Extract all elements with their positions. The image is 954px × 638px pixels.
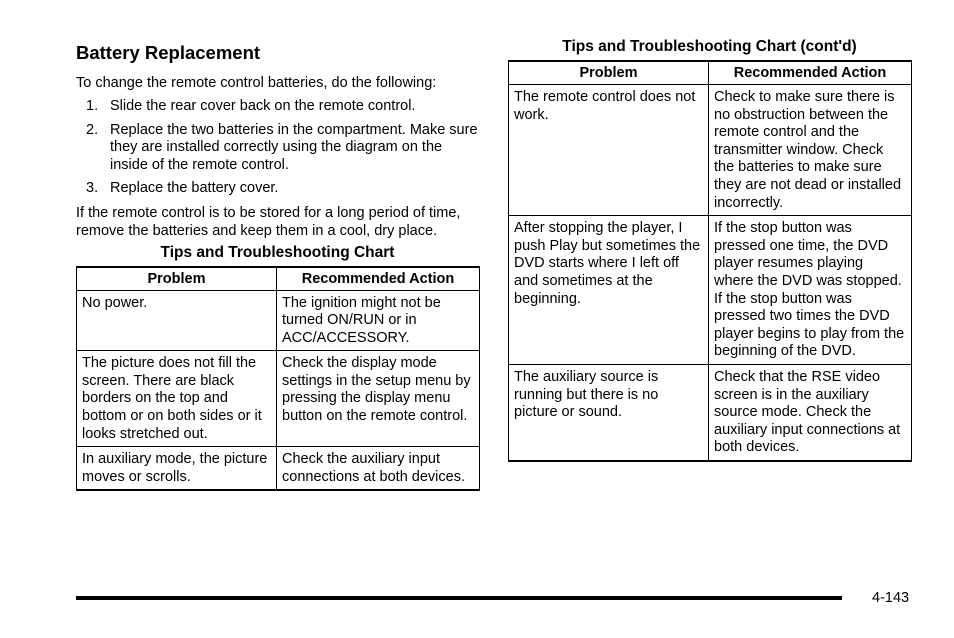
action-cell: Check to make sure there is no obstruction between the remote control and the transmitter window. Check the batteries to make sure they are not dead or installed incorrectly. bbox=[709, 85, 912, 216]
step-text: Slide the rear cover back on the remote control. bbox=[110, 98, 416, 114]
column-header-problem: Problem bbox=[509, 61, 709, 85]
action-cell: Check that the RSE video screen is in the auxiliary source mode. Check the auxiliary input connections at both devices. bbox=[709, 364, 912, 460]
problem-cell: The picture does not fill the screen. There are black borders on the top and bottom or on both sides or it looks stretched out. bbox=[77, 351, 277, 447]
steps-list bbox=[76, 98, 479, 198]
right-column bbox=[508, 38, 911, 462]
step-number: 3. bbox=[86, 180, 99, 196]
step-number: 2. bbox=[86, 121, 99, 138]
table-row bbox=[77, 290, 480, 351]
problem-cell: After stopping the player, I push Play but sometimes the DVD starts where I left off and sometimes at the beginning. bbox=[509, 216, 709, 365]
list-item bbox=[76, 122, 479, 175]
problem-cell: The auxiliary source is running but there is no picture or sound. bbox=[509, 364, 709, 460]
table-header-row bbox=[509, 61, 912, 85]
table-row bbox=[77, 351, 480, 447]
action-cell: Check the auxiliary input connections at both devices. bbox=[277, 447, 480, 491]
left-column bbox=[76, 42, 479, 491]
troubleshooting-table bbox=[76, 266, 480, 492]
step-text: Replace the two batteries in the compartment. Make sure they are installed correctly using the diagram on the inside of the remote control. bbox=[110, 121, 478, 173]
table-row bbox=[509, 364, 912, 460]
column-header-problem: Problem bbox=[77, 267, 277, 291]
list-item bbox=[76, 98, 479, 116]
table-row bbox=[509, 85, 912, 216]
action-cell: If the stop button was pressed one time, the DVD player resumes playing where the DVD was stopped. If the stop button was pressed two times the DVD player begins to play from the beginning of the DVD. bbox=[709, 216, 912, 365]
step-number: 1. bbox=[86, 98, 99, 114]
column-header-action: Recommended Action bbox=[277, 267, 480, 291]
problem-cell: In auxiliary mode, the picture moves or scrolls. bbox=[77, 447, 277, 491]
table-row bbox=[509, 216, 912, 365]
problem-cell: The remote control does not work. bbox=[509, 85, 709, 216]
table-row bbox=[77, 447, 480, 491]
action-cell: The ignition might not be turned ON/RUN or in ACC/ACCESSORY. bbox=[277, 290, 480, 351]
problem-cell: No power. bbox=[77, 290, 277, 351]
intro-paragraph: To change the remote control batteries, do the following: bbox=[76, 75, 437, 91]
troubleshooting-table-continued bbox=[508, 60, 912, 462]
table-title: Tips and Troubleshooting Chart bbox=[160, 243, 395, 261]
list-item bbox=[76, 180, 479, 198]
page-number: 4-143 bbox=[872, 590, 910, 606]
table-title: Tips and Troubleshooting Chart (cont'd) bbox=[562, 38, 857, 55]
section-heading: Battery Replacement bbox=[76, 42, 261, 63]
table-header-row bbox=[77, 267, 480, 291]
step-text: Replace the battery cover. bbox=[110, 180, 279, 196]
footer-rule bbox=[76, 596, 842, 600]
storage-paragraph: If the remote control is to be stored for a long period of time, remove the batteries and keep them in a cool, dry place. bbox=[76, 204, 461, 239]
action-cell: Check the display mode settings in the setup menu by pressing the display menu button on the remote control. bbox=[277, 351, 480, 447]
column-header-action: Recommended Action bbox=[709, 61, 912, 85]
